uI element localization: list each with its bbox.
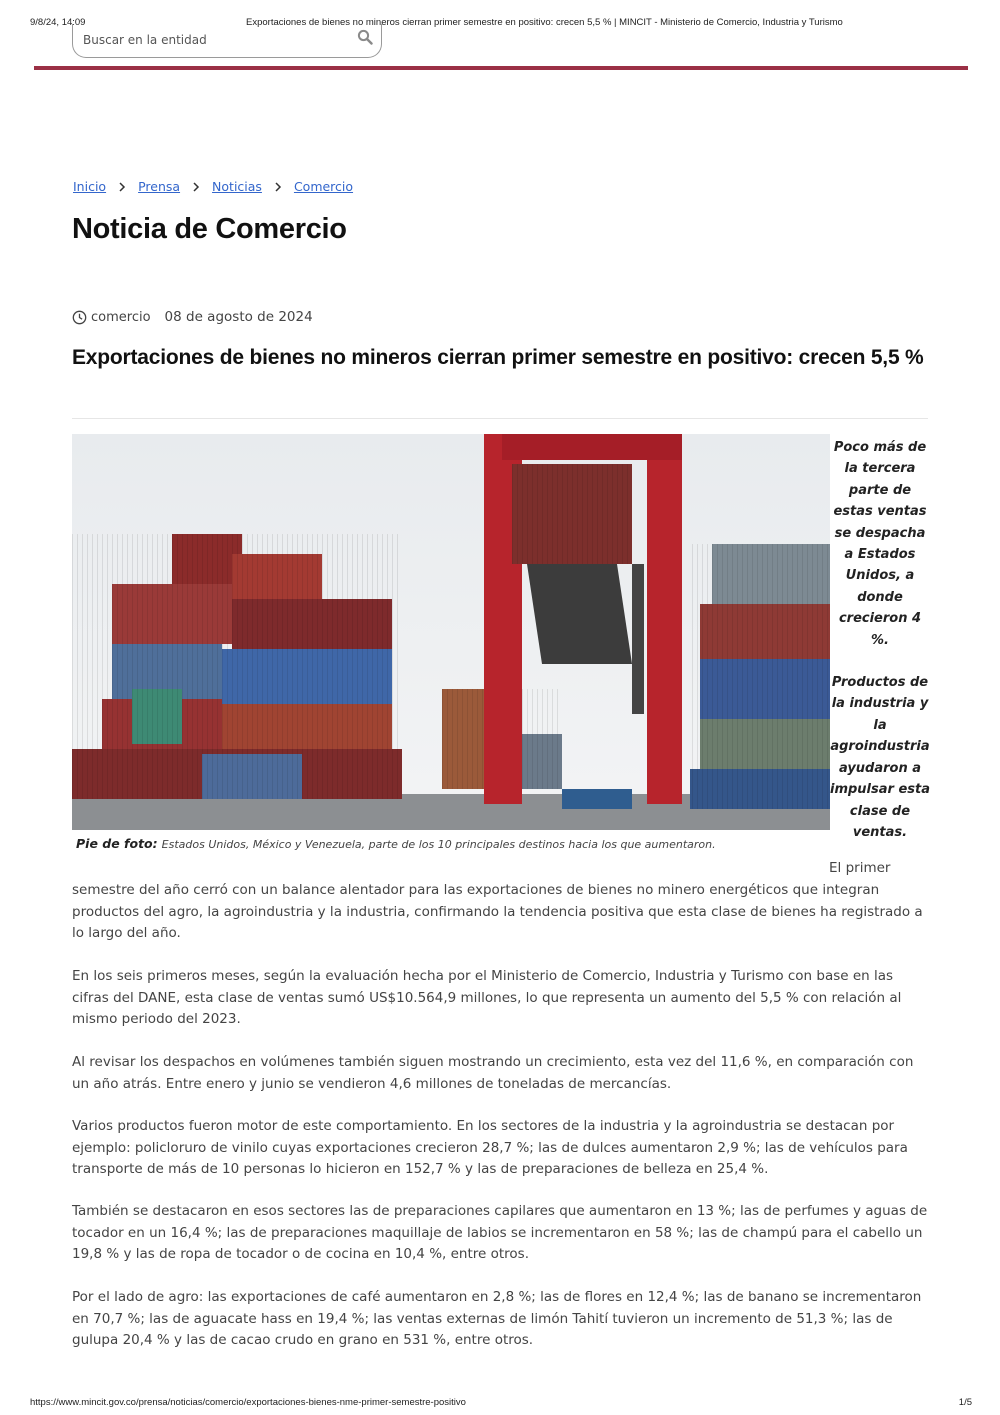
paragraph: En los seis primeros meses, según la evaluación hecha por el Ministerio de Comercio, Industria y Turismo con base en las cifras del DANE, esta clase de ventas sumó US$10.564,9 millones, lo que representa un aumento del 5,5 % con relación al mismo periodo del 2023. xyxy=(72,968,902,1027)
paragraph: Al revisar los despachos en volúmenes también siguen mostrando un crecimiento, esta vez del 11,6 %, en comparación con un año atrás. Entre enero y junio se vendieron 4,6 millones de toneladas de mercancías. xyxy=(72,1054,914,1092)
breadcrumb-comercio[interactable]: Comercio xyxy=(293,179,354,194)
print-url: https://www.mincit.gov.co/prensa/noticias/comercio/exportaciones-bienes-nme-primer-semestre-positivo xyxy=(30,1397,466,1408)
paragraph: semestre del año cerró con un balance alentador para las exportaciones de bienes no minero energéticos que integran productos del agro, la agroindustria y la industria, confirmando la tendencia positiva que esta clase de bienes ha registrado a lo largo del año. xyxy=(72,882,923,941)
page-title: Noticia de Comercio xyxy=(72,213,347,245)
search-input[interactable] xyxy=(83,30,343,50)
print-datetime: 9/8/24, 14:09 xyxy=(30,17,86,28)
caption-text: Estados Unidos, México y Venezuela, parte de los 10 principales destinos hacia los que aumentaron. xyxy=(161,838,716,851)
chevron-right-icon xyxy=(272,181,284,193)
breadcrumb-inicio[interactable]: Inicio xyxy=(73,179,107,194)
pull-quote: Productos de la industria y la agroindustria ayudaron a impulsar esta clase de ventas. xyxy=(829,675,930,840)
article-photo xyxy=(72,434,830,830)
article-headline: Exportaciones de bienes no mineros cierran primer semestre en positivo: crecen 5,5 % xyxy=(72,346,924,369)
breadcrumb-prensa[interactable]: Prensa xyxy=(138,179,181,194)
caption-label: Pie de foto: xyxy=(76,836,158,851)
print-page-title: Exportaciones de bienes no mineros cierran primer semestre en positivo: crecen 5,5 % | MINCIT - Ministerio de Comercio, Industria y Turismo xyxy=(246,17,843,28)
divider xyxy=(72,418,928,419)
article-date: 08 de agosto de 2024 xyxy=(164,309,313,325)
breadcrumb xyxy=(73,179,353,194)
paragraph-start: El primer xyxy=(829,860,891,876)
paragraph: Varios productos fueron motor de este comportamiento. En los sectores de la industria y la agroindustria se destacan por ejemplo: policloruro de vinilo cuyas exportaciones crecieron 28,7 %; las de dulces aumentaron 2,9 %; las de vehículos para transporte de más de 10 personas lo hicieron en 152,7 % y las de preparaciones de belleza en 25,4 %. xyxy=(72,1118,908,1177)
photo-caption xyxy=(76,836,716,851)
chevron-right-icon xyxy=(116,181,128,193)
print-footer xyxy=(30,1397,972,1411)
paragraph: También se destacaron en esos sectores las de preparaciones capilares que aumentaron en 13 %; las de perfumes y aguas de tocador en un 16,4 %; las de preparaciones maquillaje de labios se incrementaron en 58 %; las de champú para el cabello un 19,8 % y las de ropa de tocador o de cocina en 10,4 %, entre otros. xyxy=(72,1203,928,1262)
header-accent-bar xyxy=(34,66,968,70)
paragraph: Por el lado de agro: las exportaciones de café aumentaron en 2,8 %; las de flores en 12,4 %; las de banano se incrementaron en 70,7 %; las de aguacate hass en 19,4 %; las ventas externas de limón Tahití tuvieron un incremento de 51,3 %; las de gulupa 20,4 % y las de cacao crudo en grano en 531 %, entre otros. xyxy=(72,1289,922,1348)
search-box xyxy=(72,24,382,58)
chevron-right-icon xyxy=(190,181,202,193)
search-icon[interactable] xyxy=(357,29,373,45)
article-category: comercio xyxy=(91,309,151,325)
clock-icon xyxy=(72,310,87,325)
pull-quotes xyxy=(829,437,931,864)
pull-quote: Poco más de la tercera parte de estas ventas se despacha a Estados Unidos, a donde crecieron 4 %. xyxy=(833,440,927,648)
article-meta xyxy=(72,309,313,325)
print-page-number: 1/5 xyxy=(958,1397,972,1408)
breadcrumb-noticias[interactable]: Noticias xyxy=(212,179,262,194)
